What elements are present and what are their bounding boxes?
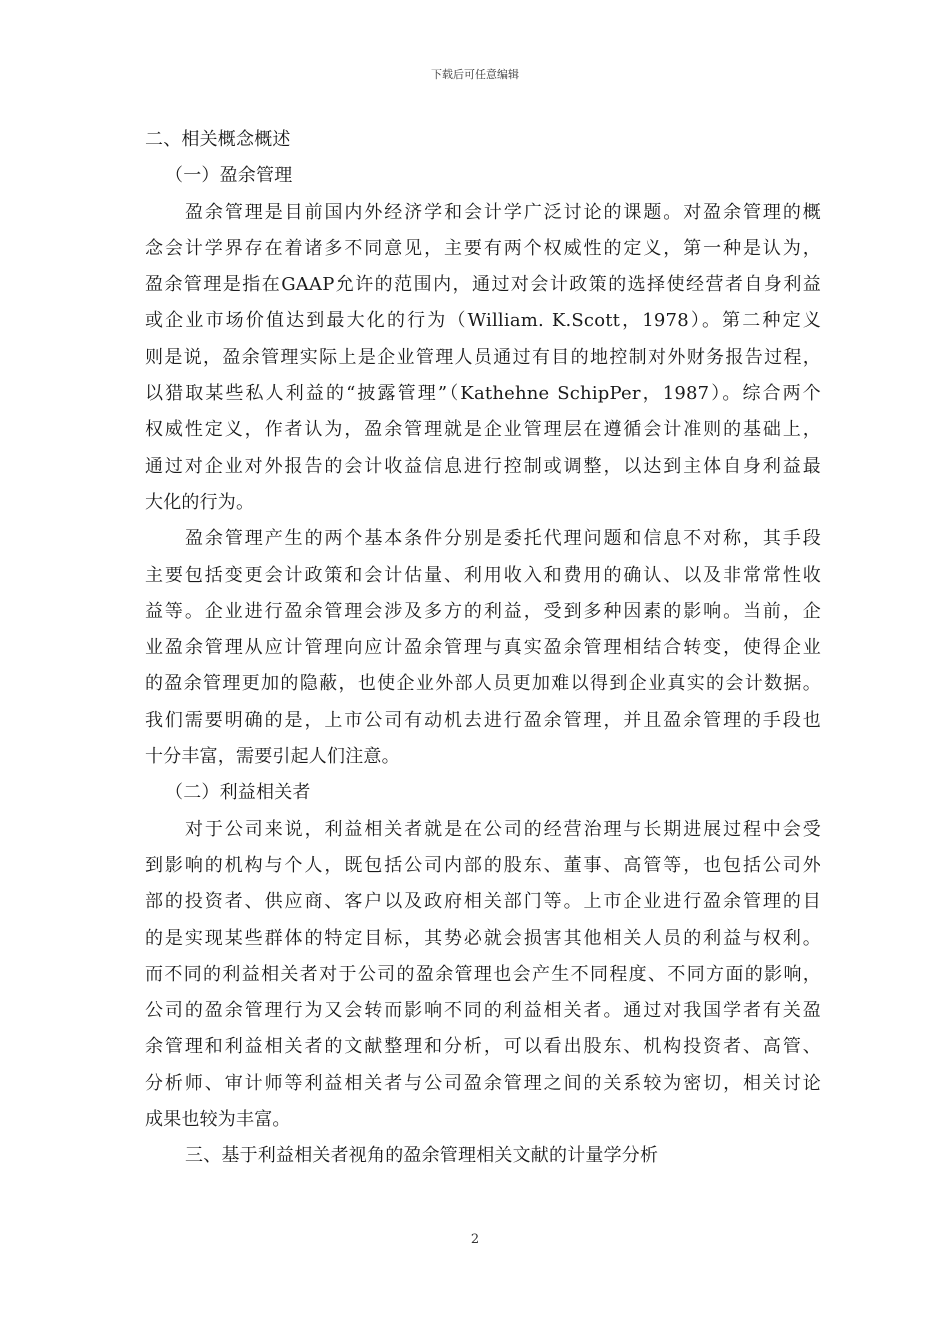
- paragraph-line: 通过对企业对外报告的会计收益信息进行控制或调整，以达到主体自身利益最: [145, 455, 821, 477]
- paragraph-line: 权威性定义，作者认为，盈余管理就是企业管理层在遵循会计准则的基础上，: [145, 419, 821, 441]
- paragraph-line: 分析师、审计师等利益相关者与公司盈余管理之间的关系较为密切，相关讨论: [145, 1072, 821, 1094]
- paragraph-line: 部的投资者、供应商、客户以及政府相关部门等。上市企业进行盈余管理的目: [145, 891, 821, 913]
- section-heading: 三、基于利益相关者视角的盈余管理相关文献的计量学分析: [185, 1145, 659, 1167]
- paragraph-line: 盈余管理产生的两个基本条件分别是委托代理问题和信息不对称，其手段: [185, 528, 821, 550]
- section-heading: 二、相关概念概述: [145, 129, 291, 150]
- paragraph-line: 念会计学界存在着诸多不同意见，主要有两个权威性的定义，第一种是认为，: [145, 237, 821, 259]
- paragraph-line: 盈余管理是指在GAAP允许的范围内，通过对会计政策的选择使经营者自身利益: [145, 274, 821, 296]
- paragraph-line: 大化的行为。: [145, 491, 255, 513]
- paragraph-line: 而不同的利益相关者对于公司的盈余管理也会产生不同程度、不同方面的影响，: [145, 963, 821, 985]
- paragraph-line: 成果也较为丰富。: [145, 1109, 291, 1131]
- paragraph-line: 则是说，盈余管理实际上是企业管理人员通过有目的地控制对外财务报告过程，: [145, 346, 821, 368]
- paragraph-line: 益等。企业进行盈余管理会涉及多方的利益，受到多种因素的影响。当前，企: [145, 600, 821, 622]
- paragraph-line: 对于公司来说，利益相关者就是在公司的经营治理与长期进展过程中会受: [185, 818, 821, 840]
- paragraph-line: 十分丰富，需要引起人们注意。: [145, 746, 400, 768]
- paragraph-line: 盈余管理是目前国内外经济学和会计学广泛讨论的课题。对盈余管理的概: [185, 201, 821, 223]
- paragraph-line: 的盈余管理更加的隐蔽，也使企业外部人员更加难以得到企业真实的会计数据。: [145, 673, 821, 695]
- paragraph-line: 或企业市场价值达到最大化的行为（William. K.Scott，1978）。第二种定义: [145, 310, 821, 332]
- paragraph-line: 以猎取某些私人利益的“披露管理”（Kathehne SchipPer，1987）。综合两个: [145, 383, 821, 405]
- paragraph-line: 我们需要明确的是，上市公司有动机去进行盈余管理，并且盈余管理的手段也: [145, 709, 821, 731]
- paragraph-line: 的是实现某些群体的特定目标，其势必就会损害其他相关人员的利益与权利。: [145, 927, 821, 949]
- page-number: 2: [470, 1232, 480, 1247]
- body-text: [145, 122, 821, 1175]
- subsection-heading: （一）盈余管理: [165, 165, 293, 187]
- paragraph-line: 到影响的机构与个人，既包括公司内部的股东、董事、高管等，也包括公司外: [145, 854, 821, 876]
- paragraph-line: 余管理和利益相关者的文献整理和分析，可以看出股东、机构投资者、高管、: [145, 1036, 821, 1058]
- paragraph-line: 公司的盈余管理行为又会转而影响不同的利益相关者。通过对我国学者有关盈: [145, 1000, 821, 1022]
- paragraph-line: 业盈余管理从应计管理向应计盈余管理与真实盈余管理相结合转变，使得企业: [145, 637, 821, 659]
- paragraph-line: 主要包括变更会计政策和会计估量、利用收入和费用的确认、以及非常常性收: [145, 564, 821, 586]
- header-note: 下载后可任意编辑: [431, 68, 519, 81]
- subsection-heading: （二）利益相关者: [165, 782, 311, 804]
